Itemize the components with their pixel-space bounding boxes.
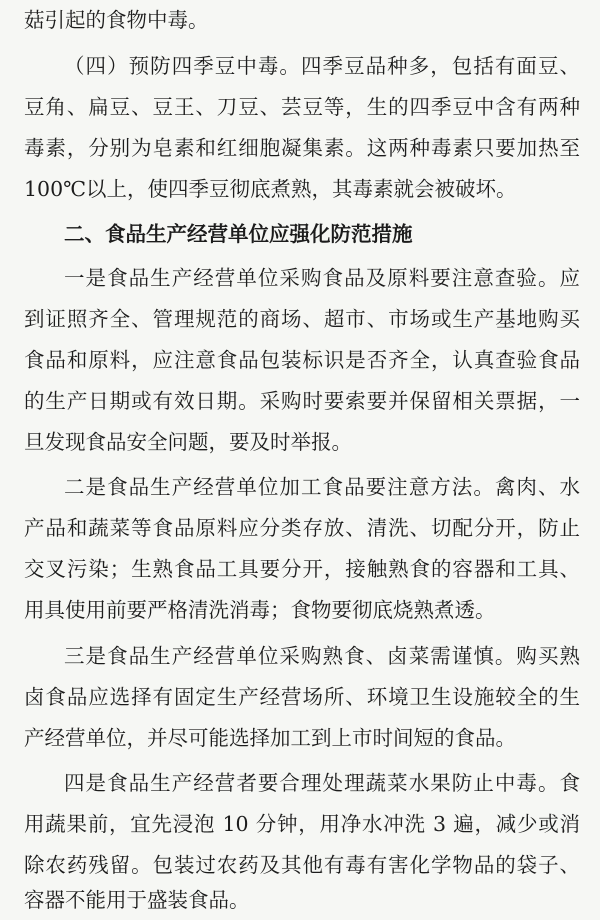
paragraph-four-beans-line-2: 豆角、扁豆、豆王、刀豆、芸豆等，生的四季豆中含有两种 — [24, 95, 580, 119]
paragraph-three-line-3: 产经营单位，并尽可能选择加工到上市时间短的食品。 — [24, 726, 516, 750]
paragraph-four-line-1: 四是食品生产经营者要合理处理蔬菜水果防止中毒。食 — [64, 771, 580, 795]
paragraph-four-line-4: 容器不能用于盛装食品。 — [24, 888, 250, 912]
paragraph-one-line-4: 的生产日期或有效日期。采购时要索要并保留相关票据，一 — [24, 389, 580, 413]
paragraph-two-line-2: 产品和蔬菜等食品原料应分类存放、清洗、切配分开，防止 — [24, 516, 580, 540]
paragraph-one-line-5: 旦发现食品安全问题，要及时举报。 — [24, 430, 352, 454]
paragraph-four-line-3: 除农药残留。包装过农药及其他有毒有害化学物品的袋子、 — [24, 853, 580, 877]
paragraph-two-line-1: 二是食品生产经营单位加工食品要注意方法。禽肉、水 — [64, 475, 580, 499]
paragraph-one-line-2: 到证照齐全、管理规范的商场、超市、市场或生产基地购买 — [24, 307, 580, 331]
paragraph-four-beans-line-3: 毒素，分别为皂素和红细胞凝集素。这两种毒素只要加热至 — [24, 136, 580, 160]
paragraph-four-beans-line-4: 100℃以上，使四季豆彻底煮熟，其毒素就会被破坏。 — [24, 177, 517, 201]
text-line-1: 菇引起的食物中毒。 — [24, 8, 209, 32]
paragraph-three-line-1: 三是食品生产经营单位采购熟食、卤菜需谨慎。购买熟 — [64, 644, 580, 668]
paragraph-three-line-2: 卤食品应选择有固定生产经营场所、环境卫生设施较全的生 — [24, 685, 580, 709]
paragraph-four-beans-line-1: （四）预防四季豆中毒。四季豆品种多，包括有面豆、 — [64, 54, 580, 78]
paragraph-four-line-2: 用蔬果前，宜先浸泡 10 分钟，用净水冲洗 3 遍，减少或消 — [24, 812, 580, 836]
paragraph-one-line-1: 一是食品生产经营单位采购食品及原料要注意查验。应 — [64, 266, 580, 290]
paragraph-two-line-3: 交叉污染；生熟食品工具要分开，接触熟食的容器和工具、 — [24, 557, 580, 581]
section-heading: 二、食品生产经营单位应强化防范措施 — [64, 222, 413, 246]
paragraph-two-line-4: 用具使用前要严格清洗消毒；食物要彻底烧熟煮透。 — [24, 598, 496, 622]
paragraph-one-line-3: 食品和原料，应注意食品包装标识是否齐全，认真查验食品 — [24, 348, 580, 372]
